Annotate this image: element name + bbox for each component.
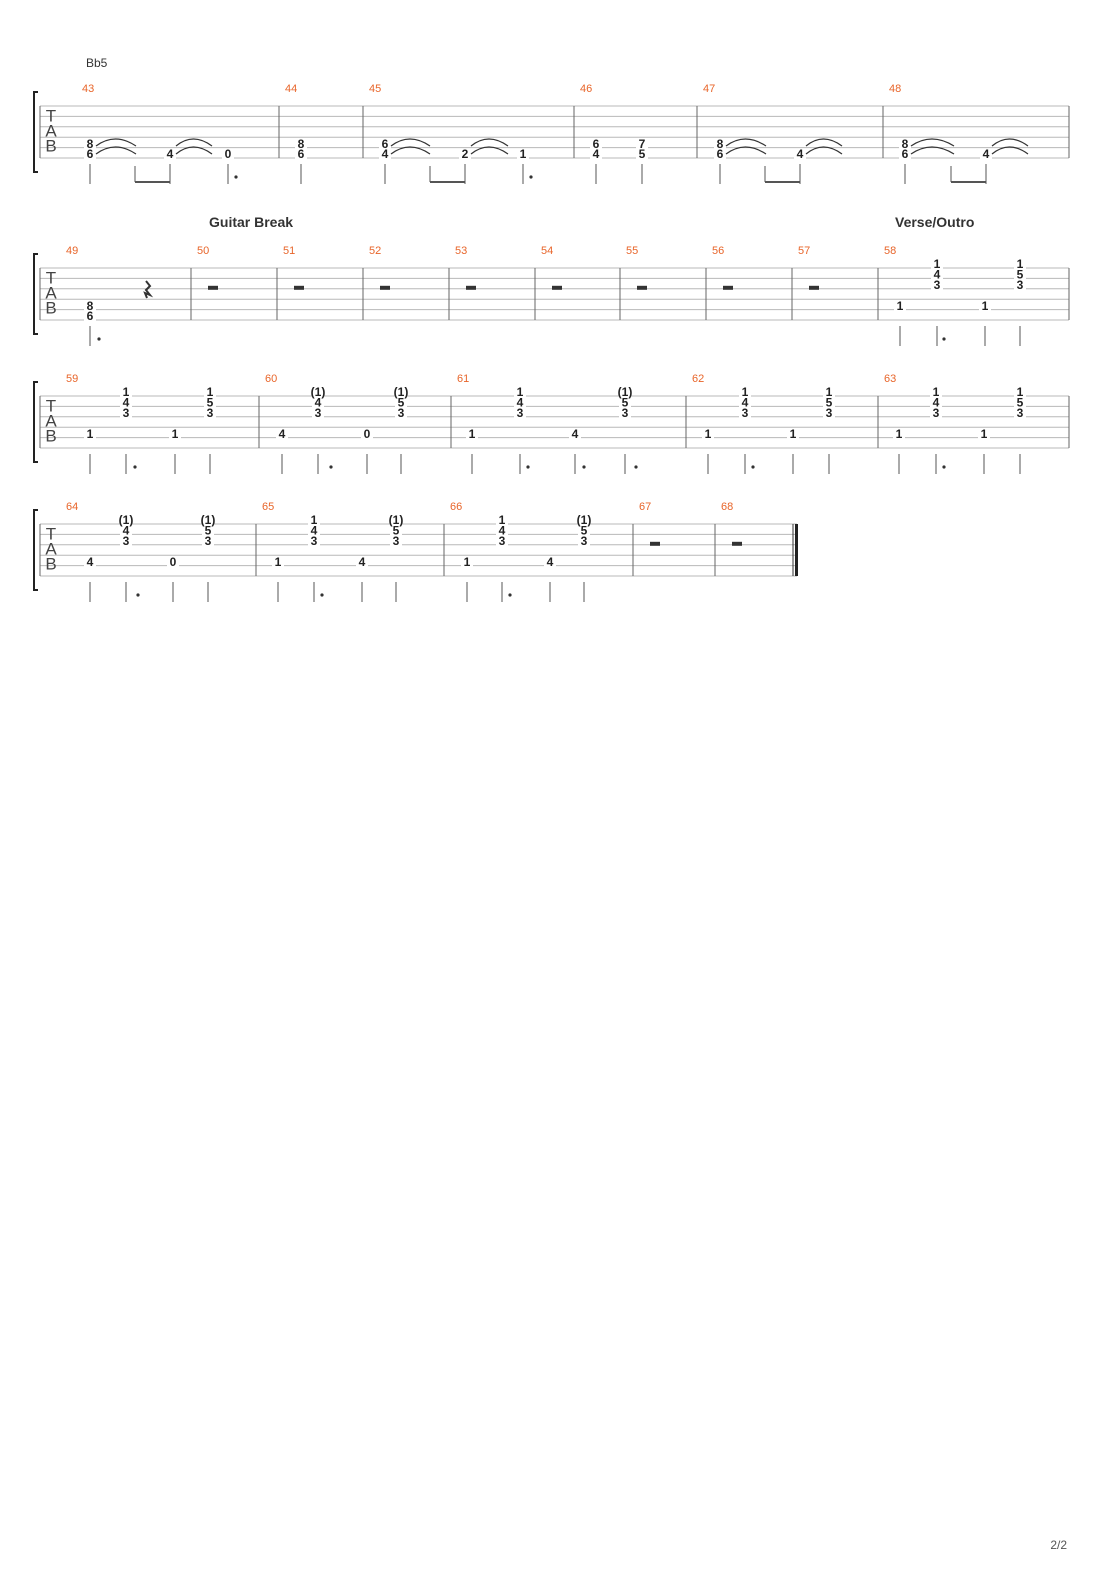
fret-number: 3 bbox=[932, 405, 940, 420]
fret-number: 4 bbox=[498, 523, 506, 538]
fret-number: 5 bbox=[204, 523, 212, 538]
measure-number: 57 bbox=[798, 244, 811, 257]
fret-number: 5 bbox=[1016, 395, 1024, 410]
tab-clef-letter: T bbox=[45, 396, 57, 416]
fret-number: 1 bbox=[171, 426, 179, 441]
tie-arc bbox=[992, 139, 1028, 146]
fret-number: (1) bbox=[576, 513, 592, 528]
fret-number: 1 bbox=[789, 426, 797, 441]
fret-number: (1) bbox=[200, 513, 216, 528]
tie-arc bbox=[911, 139, 954, 146]
fret-number: 1 bbox=[468, 426, 476, 441]
fret-number: 8 bbox=[716, 136, 724, 151]
measure-number: 63 bbox=[884, 372, 897, 385]
measure-number: 66 bbox=[450, 500, 463, 513]
system-bracket bbox=[34, 382, 38, 462]
tab-clef-letter: B bbox=[45, 136, 57, 156]
fret-number: 2 bbox=[461, 147, 469, 162]
fret-number: 4 bbox=[982, 147, 990, 162]
duration-dot bbox=[634, 465, 637, 468]
fret-number: 5 bbox=[580, 523, 588, 538]
tie-arc bbox=[96, 139, 136, 146]
fret-number: 1 bbox=[981, 298, 989, 313]
fret-number: 1 bbox=[206, 385, 214, 400]
fret-number: 1 bbox=[86, 426, 94, 441]
fret-number: 8 bbox=[297, 136, 305, 151]
fret-number: 4 bbox=[358, 554, 366, 569]
fret-number: 3 bbox=[1016, 277, 1024, 292]
measure-number: 67 bbox=[639, 500, 652, 513]
duration-dot bbox=[942, 337, 945, 340]
fret-number: 6 bbox=[901, 147, 909, 162]
fret-number: 3 bbox=[122, 405, 130, 420]
fret-number: 1 bbox=[825, 385, 833, 400]
fret-number: 3 bbox=[206, 405, 214, 420]
duration-dot bbox=[942, 465, 945, 468]
tab-clef-letter: T bbox=[45, 106, 57, 126]
fret-number: 8 bbox=[901, 136, 909, 151]
measure-number: 45 bbox=[369, 82, 382, 95]
fret-number: 4 bbox=[166, 147, 174, 162]
fret-number: (1) bbox=[617, 385, 633, 400]
fret-number: 1 bbox=[519, 147, 527, 162]
fret-number: 3 bbox=[204, 533, 212, 548]
measure-number: 65 bbox=[262, 500, 275, 513]
tab-system-1 bbox=[34, 92, 1069, 184]
fret-number: 5 bbox=[638, 147, 646, 162]
fret-number: 1 bbox=[932, 385, 940, 400]
fret-number: 6 bbox=[86, 147, 94, 162]
tab-system-4 bbox=[34, 510, 798, 602]
fret-number: 1 bbox=[463, 554, 471, 569]
fret-number: 3 bbox=[741, 405, 749, 420]
final-barline-thick bbox=[795, 524, 798, 576]
measure-number: 51 bbox=[283, 244, 296, 257]
tab-clef-letter: B bbox=[45, 554, 57, 574]
fret-number: 1 bbox=[741, 385, 749, 400]
fret-number: 3 bbox=[392, 533, 400, 548]
fret-number: 1 bbox=[704, 426, 712, 441]
system-bracket bbox=[34, 92, 38, 172]
fret-number: 4 bbox=[592, 147, 600, 162]
duration-dot bbox=[582, 465, 585, 468]
fret-number: 3 bbox=[498, 533, 506, 548]
fret-number: 3 bbox=[1016, 405, 1024, 420]
fret-number: (1) bbox=[388, 513, 404, 528]
fret-number: 1 bbox=[310, 513, 318, 528]
tie-arc bbox=[806, 139, 842, 146]
whole-rest bbox=[552, 286, 562, 290]
fret-number: 4 bbox=[278, 426, 286, 441]
quarter-rest bbox=[145, 281, 150, 298]
fret-number: 3 bbox=[310, 533, 318, 548]
fret-number: 4 bbox=[122, 395, 130, 410]
whole-rest bbox=[723, 286, 733, 290]
measure-number: 55 bbox=[626, 244, 639, 257]
measure-number: 61 bbox=[457, 372, 470, 385]
fret-number: 5 bbox=[1016, 267, 1024, 282]
fret-number: 3 bbox=[516, 405, 524, 420]
measure-number: 50 bbox=[197, 244, 210, 257]
fret-number: 7 bbox=[638, 136, 646, 151]
system-bracket bbox=[34, 510, 38, 590]
fret-number: 4 bbox=[122, 523, 130, 538]
fret-number: 5 bbox=[392, 523, 400, 538]
whole-rest bbox=[380, 286, 390, 290]
tie-arc bbox=[726, 139, 766, 146]
fret-number: 1 bbox=[516, 385, 524, 400]
chord-name: Bb5 bbox=[86, 56, 108, 70]
fret-number: 3 bbox=[933, 277, 941, 292]
tab-clef-letter: T bbox=[45, 524, 57, 544]
fret-number: 4 bbox=[516, 395, 524, 410]
measure-number: 59 bbox=[66, 372, 79, 385]
tie-arc bbox=[176, 139, 212, 146]
tab-clef-letter: A bbox=[45, 121, 57, 141]
measure-number: 54 bbox=[541, 244, 554, 257]
fret-number: 3 bbox=[621, 405, 629, 420]
fret-number: 4 bbox=[571, 426, 579, 441]
fret-number: 3 bbox=[580, 533, 588, 548]
fret-number: 3 bbox=[122, 533, 130, 548]
tab-system-2 bbox=[34, 254, 1069, 346]
measure-number: 47 bbox=[703, 82, 716, 95]
page-number: 2/2 bbox=[1050, 1538, 1067, 1552]
measure-number: 53 bbox=[455, 244, 468, 257]
fret-number: 4 bbox=[381, 147, 389, 162]
fret-number: 1 bbox=[1016, 257, 1024, 272]
whole-rest bbox=[650, 542, 660, 546]
fret-number: 4 bbox=[796, 147, 804, 162]
section-label-verse-outro: Verse/Outro bbox=[895, 214, 975, 230]
duration-dot bbox=[97, 337, 100, 340]
fret-number: 0 bbox=[169, 554, 177, 569]
whole-rest bbox=[732, 542, 742, 546]
whole-rest bbox=[809, 286, 819, 290]
tie-arc bbox=[391, 139, 430, 146]
tab-clef-letter: B bbox=[45, 426, 57, 446]
duration-dot bbox=[234, 175, 237, 178]
tab-clef-letter: A bbox=[45, 539, 57, 559]
fret-number: 1 bbox=[274, 554, 282, 569]
fret-number: (1) bbox=[310, 385, 326, 400]
duration-dot bbox=[320, 593, 323, 596]
fret-number: 1 bbox=[498, 513, 506, 528]
fret-number: 4 bbox=[86, 554, 94, 569]
fret-number: 4 bbox=[933, 267, 941, 282]
fret-number: 6 bbox=[86, 309, 94, 324]
measure-number: 48 bbox=[889, 82, 902, 95]
fret-number: 6 bbox=[297, 147, 305, 162]
fret-number: 8 bbox=[86, 298, 94, 313]
fret-number: 6 bbox=[381, 136, 389, 151]
fret-number: 5 bbox=[621, 395, 629, 410]
fret-number: 0 bbox=[363, 426, 371, 441]
duration-dot bbox=[526, 465, 529, 468]
duration-dot bbox=[136, 593, 139, 596]
whole-rest bbox=[208, 286, 218, 290]
fret-number: 6 bbox=[716, 147, 724, 162]
tie-arc bbox=[471, 139, 508, 146]
fret-number: 6 bbox=[592, 136, 600, 151]
duration-dot bbox=[329, 465, 332, 468]
fret-number: 3 bbox=[397, 405, 405, 420]
measure-number: 46 bbox=[580, 82, 593, 95]
measure-number: 60 bbox=[265, 372, 278, 385]
fret-number: 1 bbox=[980, 426, 988, 441]
fret-number: 4 bbox=[310, 523, 318, 538]
fret-number: 5 bbox=[206, 395, 214, 410]
measure-number: 68 bbox=[721, 500, 734, 513]
fret-number: 3 bbox=[314, 405, 322, 420]
fret-number: 4 bbox=[741, 395, 749, 410]
fret-number: 1 bbox=[1016, 385, 1024, 400]
system-bracket bbox=[34, 254, 38, 334]
duration-dot bbox=[508, 593, 511, 596]
fret-number: (1) bbox=[118, 513, 134, 528]
measure-number: 44 bbox=[285, 82, 298, 95]
whole-rest bbox=[637, 286, 647, 290]
fret-number: 4 bbox=[932, 395, 940, 410]
duration-dot bbox=[529, 175, 532, 178]
whole-rest bbox=[466, 286, 476, 290]
measure-number: 58 bbox=[884, 244, 897, 257]
section-label-guitar-break: Guitar Break bbox=[209, 214, 294, 230]
whole-rest bbox=[294, 286, 304, 290]
fret-number: 5 bbox=[825, 395, 833, 410]
fret-number: 1 bbox=[895, 426, 903, 441]
fret-number: 3 bbox=[825, 405, 833, 420]
tab-clef-letter: T bbox=[45, 268, 57, 288]
fret-number: 5 bbox=[397, 395, 405, 410]
fret-number: 1 bbox=[933, 257, 941, 272]
tab-system-3 bbox=[34, 382, 1069, 474]
fret-number: 1 bbox=[122, 385, 130, 400]
fret-number: 4 bbox=[546, 554, 554, 569]
duration-dot bbox=[133, 465, 136, 468]
fret-number: 0 bbox=[224, 147, 232, 162]
fret-number: 4 bbox=[314, 395, 322, 410]
measure-number: 62 bbox=[692, 372, 705, 385]
duration-dot bbox=[751, 465, 754, 468]
fret-number: 1 bbox=[896, 298, 904, 313]
measure-number: 64 bbox=[66, 500, 79, 513]
tab-clef-letter: A bbox=[45, 283, 57, 303]
measure-number: 56 bbox=[712, 244, 725, 257]
measure-number: 43 bbox=[82, 82, 95, 95]
tab-clef-letter: B bbox=[45, 298, 57, 318]
fret-number: (1) bbox=[393, 385, 409, 400]
tab-clef-letter: A bbox=[45, 411, 57, 431]
measure-number: 49 bbox=[66, 244, 79, 257]
fret-number: 8 bbox=[86, 136, 94, 151]
measure-number: 52 bbox=[369, 244, 382, 257]
